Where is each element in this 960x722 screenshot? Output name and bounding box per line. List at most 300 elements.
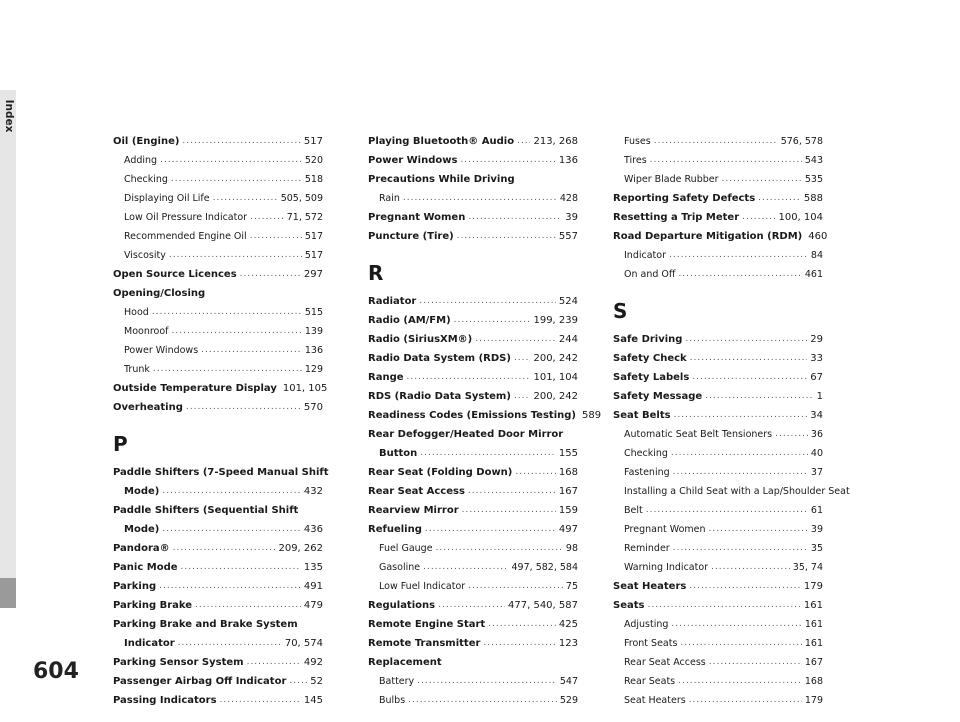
index-entry — [368, 170, 578, 189]
index-entry-label: Puncture (Tire) — [368, 231, 454, 242]
index-entry — [613, 463, 823, 482]
index-entry — [368, 387, 578, 406]
index-entry — [113, 265, 323, 284]
index-entry-pages: 588 — [803, 193, 823, 204]
index-entry-pages: 179 — [803, 581, 823, 592]
leader-dots — [162, 482, 301, 501]
index-entry-pages: 161 — [804, 638, 823, 649]
index-entry-label: Panic Mode — [113, 562, 178, 573]
index-entry — [613, 330, 823, 349]
index-entry-label: Trunk — [124, 364, 150, 375]
index-entry — [368, 425, 578, 444]
index-entry — [368, 482, 578, 501]
index-entry-label: Radiator — [368, 296, 417, 307]
index-entry — [113, 463, 329, 482]
index-entry — [613, 444, 823, 463]
index-entry — [368, 368, 578, 387]
index-entry — [113, 634, 323, 653]
index-entry-pages: 460 — [808, 231, 828, 242]
index-entry-label: Range — [368, 372, 404, 383]
index-entry-pages: 200, 242 — [533, 391, 578, 402]
index-entry-label: Fuel Gauge — [379, 543, 433, 554]
index-entry-label: Passenger Airbag Off Indicator — [113, 676, 287, 687]
index-entry-pages: 35 — [810, 543, 823, 554]
leader-dots — [685, 330, 807, 349]
index-entry-label: Paddle Shifters (7-Speed Manual Shift — [113, 467, 329, 478]
index-entry-label: Power Windows — [368, 155, 458, 166]
leader-dots — [169, 246, 302, 265]
index-entry — [613, 520, 823, 539]
index-entry-pages: 101, 104 — [533, 372, 578, 383]
index-entry — [113, 208, 323, 227]
index-entry-label: Rear Seats — [624, 676, 676, 687]
leader-dots — [514, 349, 531, 368]
leader-dots — [468, 482, 556, 501]
index-entry-label: Gasoline — [379, 562, 421, 573]
index-entry — [613, 596, 823, 615]
index-entry — [613, 425, 823, 444]
index-entry — [113, 672, 323, 691]
index-entry-pages: 547 — [559, 676, 578, 687]
leader-dots — [758, 189, 801, 208]
index-entry — [613, 387, 823, 406]
index-entry-pages: 100, 104 — [778, 212, 823, 223]
leader-dots — [709, 653, 802, 672]
index-entry-pages: 517 — [303, 136, 323, 147]
index-entry-pages: 168 — [558, 467, 578, 478]
index-entry-label: Precautions While Driving — [368, 174, 515, 185]
index-entry — [613, 558, 823, 577]
index-entry — [613, 227, 828, 246]
side-label-index: Index — [3, 99, 15, 133]
index-entry — [613, 577, 823, 596]
leader-dots — [408, 691, 557, 710]
index-entry — [113, 341, 323, 360]
index-entry — [113, 284, 323, 303]
index-entry-pages: 557 — [558, 231, 578, 242]
index-entry-label: Fastening — [624, 467, 670, 478]
index-entry — [113, 303, 323, 322]
index-entry — [368, 615, 578, 634]
leader-dots — [692, 368, 807, 387]
index-entry-label: Safety Labels — [613, 372, 690, 383]
index-entry-pages: 33 — [810, 353, 823, 364]
leader-dots — [419, 292, 556, 311]
index-entry-pages: 520 — [304, 155, 323, 166]
leader-dots — [173, 539, 276, 558]
index-entry-label: Wiper Blade Rubber — [624, 174, 719, 185]
leader-dots — [420, 444, 556, 463]
index-entry — [113, 539, 323, 558]
index-entry-label: Rear Seat (Folding Down) — [368, 467, 513, 478]
index-entry — [113, 227, 323, 246]
index-entry — [368, 463, 578, 482]
leader-dots — [181, 558, 301, 577]
index-entry-label: Hood — [124, 307, 149, 318]
index-entry-pages: 36 — [810, 429, 823, 440]
index-entry-label: Bulbs — [379, 695, 406, 706]
index-entry-pages: 139 — [304, 326, 323, 337]
index-entry-label: Radio Data System (RDS) — [368, 353, 511, 364]
index-entry — [368, 653, 578, 672]
index-entry — [613, 349, 823, 368]
index-entry — [368, 151, 578, 170]
index-entry — [113, 520, 323, 539]
index-entry-pages: 1 — [816, 391, 823, 402]
leader-dots — [162, 520, 301, 539]
index-entry-pages: 40 — [810, 448, 823, 459]
index-entry-pages: 39 — [810, 524, 823, 535]
index-entry — [368, 292, 578, 311]
index-entry-label: Rain — [379, 193, 400, 204]
index-entry-label: Parking Brake and Brake System — [113, 619, 298, 630]
index-entry-label: Recommended Engine Oil — [124, 231, 247, 242]
index-entry — [613, 170, 823, 189]
leader-dots — [671, 444, 808, 463]
index-entry-label: Resetting a Trip Meter — [613, 212, 740, 223]
leader-dots — [709, 520, 808, 539]
index-entry — [613, 151, 823, 170]
index-entry-label: Parking Brake — [113, 600, 193, 611]
index-entry-pages: 98 — [565, 543, 578, 554]
index-entry-label: Opening/Closing — [113, 288, 206, 299]
index-entry-pages: 518 — [304, 174, 323, 185]
leader-dots — [407, 368, 531, 387]
index-entry — [113, 577, 323, 596]
index-entry — [613, 691, 823, 710]
index-entry-pages: 167 — [804, 657, 823, 668]
index-entry — [613, 501, 823, 520]
leader-dots — [152, 303, 302, 322]
index-entry-pages: 145 — [303, 695, 323, 706]
index-entry-pages: 155 — [558, 448, 578, 459]
leader-dots — [678, 265, 801, 284]
index-entry — [113, 170, 323, 189]
index-entry-pages: 497, 582, 584 — [511, 562, 578, 573]
index-entry — [368, 189, 578, 208]
index-entry — [368, 311, 578, 330]
index-entry-pages: 209, 262 — [278, 543, 323, 554]
index-letter-heading: R — [368, 261, 384, 285]
leader-dots — [689, 691, 802, 710]
index-entry-label: Remote Engine Start — [368, 619, 486, 630]
index-entry-label: Displaying Oil Life — [124, 193, 210, 204]
index-entry-pages: 505, 509 — [280, 193, 323, 204]
leader-dots — [483, 634, 555, 653]
index-entry-pages: 432 — [303, 486, 323, 497]
index-entry-label: On and Off — [624, 269, 676, 280]
index-entry — [113, 691, 323, 710]
leader-dots — [705, 387, 813, 406]
index-entry-label: Regulations — [368, 600, 436, 611]
index-entry-pages: 168 — [804, 676, 823, 687]
index-entry — [368, 672, 578, 691]
index-entry-pages: 589 — [581, 410, 602, 421]
index-entry — [368, 330, 578, 349]
index-entry — [368, 558, 578, 577]
index-entry-pages: 179 — [804, 695, 823, 706]
leader-dots — [689, 577, 801, 596]
leader-dots — [711, 558, 790, 577]
leader-dots — [182, 132, 300, 151]
index-entry — [368, 520, 578, 539]
index-entry-label: Warning Indicator — [624, 562, 709, 573]
index-entry-label: Installing a Child Seat with a Lap/Shoulder Seat — [624, 486, 850, 497]
index-entry — [368, 444, 578, 463]
index-entry — [113, 501, 323, 520]
leader-dots — [650, 151, 802, 170]
index-entry-label: Road Departure Mitigation (RDM) — [613, 231, 803, 242]
index-column-2 — [368, 132, 602, 710]
index-entry-label: Mode) — [124, 486, 160, 497]
index-entry-pages: 71, 572 — [286, 212, 323, 223]
index-entry-pages: 515 — [304, 307, 323, 318]
leader-dots — [201, 341, 302, 360]
index-entry-label: Adjusting — [624, 619, 669, 630]
index-entry-label: Fuses — [624, 136, 651, 147]
index-entry-label: Tires — [624, 155, 647, 166]
index-entry-pages: 200, 242 — [533, 353, 578, 364]
index-letter-heading: P — [113, 432, 128, 456]
leader-dots — [172, 322, 302, 341]
index-entry — [613, 189, 823, 208]
page-number: 604 — [33, 659, 79, 684]
index-entry — [113, 151, 323, 170]
index-entry-label: Open Source Licences — [113, 269, 237, 280]
index-entry-label: Pandora® — [113, 543, 170, 554]
index-entry-label: Radio (AM/FM) — [368, 315, 451, 326]
index-entry-pages: 34 — [810, 410, 823, 421]
index-entry-label: Low Oil Pressure Indicator — [124, 212, 248, 223]
index-entry-label: Safe Driving — [613, 334, 683, 345]
index-entry-label: Remote Transmitter — [368, 638, 481, 649]
index-entry-pages: 52 — [310, 676, 323, 687]
index-entry — [113, 615, 323, 634]
index-entry — [113, 246, 323, 265]
index-entry — [368, 208, 578, 227]
index-entry-label: Reminder — [624, 543, 670, 554]
leader-dots — [250, 208, 284, 227]
index-entry — [368, 634, 578, 653]
leader-dots — [517, 132, 530, 151]
index-entry-pages: 492 — [303, 657, 323, 668]
index-entry-label: Front Seats — [624, 638, 678, 649]
leader-dots — [690, 349, 808, 368]
index-entry-pages: 35, 74 — [792, 562, 823, 573]
index-entry-label: Rearview Mirror — [368, 505, 459, 516]
leader-dots — [213, 189, 278, 208]
leader-dots — [247, 653, 301, 672]
index-entry-label: Readiness Codes (Emissions Testing) — [368, 410, 576, 421]
index-entry — [613, 406, 823, 425]
index-entry-pages: 136 — [558, 155, 578, 166]
index-entry-pages: 84 — [810, 250, 823, 261]
index-entry — [113, 322, 323, 341]
leader-dots — [468, 208, 562, 227]
index-entry-label: Seat Heaters — [624, 695, 686, 706]
index-entry-label: Moonroof — [124, 326, 169, 337]
index-entry-pages: 477, 540, 587 — [508, 600, 578, 611]
index-entry-pages: 576, 578 — [780, 136, 823, 147]
index-side-block — [0, 578, 16, 608]
index-entry-pages: 543 — [804, 155, 823, 166]
leader-dots — [462, 501, 556, 520]
index-side-bar — [0, 90, 16, 608]
index-entry-label: Viscosity — [124, 250, 166, 261]
leader-dots — [742, 208, 775, 227]
index-entry-label: Rear Seat Access — [624, 657, 706, 668]
index-entry-pages: 101, 105 — [282, 383, 328, 394]
index-entry-pages: 491 — [303, 581, 323, 592]
index-entry-pages: 136 — [304, 345, 323, 356]
index-entry — [368, 691, 578, 710]
index-entry-label: Rear Seat Access — [368, 486, 465, 497]
leader-dots — [460, 151, 555, 170]
leader-dots — [425, 520, 556, 539]
index-entry — [368, 227, 578, 246]
index-entry — [113, 558, 323, 577]
index-entry-pages: 29 — [810, 334, 823, 345]
index-entry — [613, 672, 823, 691]
index-entry — [368, 577, 578, 596]
leader-dots — [646, 501, 808, 520]
index-entry-pages: 161 — [803, 600, 823, 611]
index-entry — [613, 539, 823, 558]
leader-dots — [438, 596, 505, 615]
index-column-1 — [113, 132, 329, 710]
leader-dots — [423, 558, 508, 577]
index-entry — [113, 398, 323, 417]
index-entry-pages: 167 — [558, 486, 578, 497]
index-entry-pages: 425 — [558, 619, 578, 630]
index-entry — [113, 596, 323, 615]
index-entry — [613, 208, 823, 227]
index-entry — [113, 189, 323, 208]
leader-dots — [289, 672, 307, 691]
index-entry — [113, 360, 323, 379]
leader-dots — [674, 406, 808, 425]
index-entry-pages: 129 — [304, 364, 323, 375]
index-entry — [613, 132, 823, 151]
index-entry-label: Checking — [124, 174, 168, 185]
index-entry-label: Parking — [113, 581, 157, 592]
leader-dots — [673, 463, 808, 482]
index-entry-label: Belt — [624, 505, 643, 516]
index-entry — [613, 615, 823, 634]
index-entry-pages: 461 — [804, 269, 823, 280]
index-entry-label: Replacement — [368, 657, 442, 668]
index-entry-label: Button — [379, 448, 418, 459]
index-entry — [613, 653, 823, 672]
index-entry-label: Safety Message — [613, 391, 703, 402]
index-letter-heading: S — [613, 299, 628, 323]
leader-dots — [514, 387, 531, 406]
index-entry-label: Passing Indicators — [113, 695, 217, 706]
leader-dots — [722, 170, 802, 189]
index-entry-label: Power Windows — [124, 345, 199, 356]
leader-dots — [220, 691, 301, 710]
index-entry — [613, 246, 823, 265]
leader-dots — [475, 330, 556, 349]
index-entry-label: Indicator — [124, 638, 175, 649]
index-entry-pages: 135 — [303, 562, 323, 573]
index-entry — [613, 265, 823, 284]
leader-dots — [417, 672, 557, 691]
index-entry-pages: 517 — [304, 250, 323, 261]
leader-dots — [468, 577, 563, 596]
leader-dots — [654, 132, 778, 151]
index-entry-label: Outside Temperature Display — [113, 383, 277, 394]
index-entry-label: Safety Check — [613, 353, 687, 364]
index-entry-pages: 436 — [303, 524, 323, 535]
index-entry-label: Seat Heaters — [613, 581, 687, 592]
index-entry-label: Automatic Seat Belt Tensioners — [624, 429, 773, 440]
leader-dots — [488, 615, 556, 634]
index-entry-label: Reporting Safety Defects — [613, 193, 756, 204]
index-entry-label: RDS (Radio Data System) — [368, 391, 511, 402]
leader-dots — [178, 634, 282, 653]
index-entry — [113, 653, 323, 672]
index-entry — [613, 482, 850, 501]
index-entry — [368, 596, 578, 615]
index-entry — [113, 132, 323, 151]
index-entry-pages: 159 — [558, 505, 578, 516]
leader-dots — [171, 170, 302, 189]
leader-dots — [678, 672, 802, 691]
index-entry-label: Adding — [124, 155, 158, 166]
index-entry-label: Overheating — [113, 402, 183, 413]
index-entry-label: Oil (Engine) — [113, 136, 180, 147]
index-entry-pages: 61 — [810, 505, 823, 516]
leader-dots — [159, 577, 301, 596]
index-entry-pages: 199, 239 — [533, 315, 578, 326]
index-entry-pages: 75 — [565, 581, 578, 592]
index-entry — [368, 349, 578, 368]
index-entry-label: Indicator — [624, 250, 666, 261]
index-entry-pages: 161 — [804, 619, 823, 630]
index-entry-pages: 428 — [559, 193, 578, 204]
index-entry-pages: 213, 268 — [533, 136, 578, 147]
index-entry-pages: 535 — [804, 174, 823, 185]
index-entry-pages: 67 — [810, 372, 823, 383]
index-entry-label: Radio (SiriusXM®) — [368, 334, 473, 345]
leader-dots — [680, 634, 801, 653]
index-entry — [113, 379, 328, 398]
leader-dots — [669, 246, 808, 265]
index-entry-label: Rear Defogger/Heated Door Mirror — [368, 429, 564, 440]
index-entry-label: Pregnant Women — [368, 212, 466, 223]
leader-dots — [647, 596, 800, 615]
index-entry-label: Battery — [379, 676, 415, 687]
index-column-3 — [613, 132, 850, 710]
index-entry-label: Pregnant Women — [624, 524, 706, 535]
leader-dots — [186, 398, 301, 417]
index-entry-label: Playing Bluetooth® Audio — [368, 136, 515, 147]
leader-dots — [250, 227, 302, 246]
index-entry-pages: 123 — [558, 638, 578, 649]
leader-dots — [515, 463, 556, 482]
leader-dots — [775, 425, 808, 444]
index-entry — [113, 482, 323, 501]
index-entry — [368, 406, 602, 425]
index-entry-pages: 297 — [303, 269, 323, 280]
leader-dots — [160, 151, 302, 170]
index-entry-pages: 517 — [304, 231, 323, 242]
leader-dots — [673, 539, 808, 558]
index-entry-pages: 479 — [303, 600, 323, 611]
leader-dots — [195, 596, 301, 615]
leader-dots — [671, 615, 801, 634]
